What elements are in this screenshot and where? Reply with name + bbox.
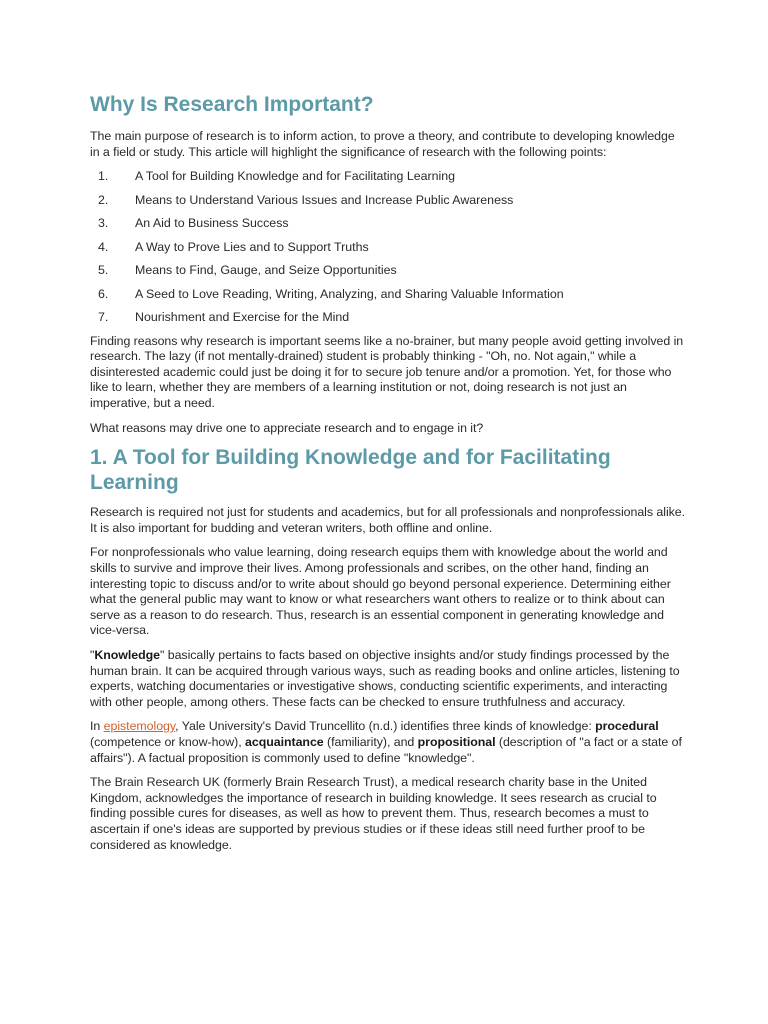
required-paragraph: Research is required not just for students and academics, but for all professionals and nonprofessionals alike. It is also important for budding and veteran writers, both offline and online. [90,505,686,535]
knowledge-text: " basically pertains to facts based on objective insights and/or study findings processed by the human brain. It can be acquired through various ways, such as reading books and online articles, listening to experts, watching documentaries or investigative shows, conducting scientific experiments, and interacting with other people, among others. These facts can be checked to ensure truthfulness and accuracy. [90,648,680,709]
propositional-term: propositional [417,734,496,749]
epistemology-text-3: (familiarity), and [323,734,418,749]
list-number: 5. [98,263,109,278]
list-number: 7. [98,310,109,325]
list-number: 4. [98,239,109,254]
list-item [90,263,686,279]
quote-mark: " [90,648,95,662]
points-list [90,169,686,326]
list-item [90,169,686,185]
procedural-term: procedural [595,719,659,734]
nonprofessionals-paragraph: For nonprofessionals who value learning, doing research equips them with knowledge about the world and skills to survive and improve their lives. Among professionals and scribes, on the other hand, finding an interesting topic to discuss and/or to write about should go beyond personal experience. Determining either what the general public may want to know or what researchers want others to realize or to think about can serve as a reason to do research. Thus, research is an essential component in generating knowledge and vice-versa. [90,545,671,638]
intro-paragraph: The main purpose of research is to inform action, to prove a theory, and contribute to developing knowledge in a field or study. This article will highlight the significance of research with the following points: [90,129,675,159]
epistemology-paragraph [90,719,686,766]
knowledge-term: Knowledge [94,648,160,662]
list-number: 2. [98,192,109,207]
list-item-text: A Seed to Love Reading, Writing, Analyzing, and Sharing Valuable Information [135,286,564,301]
question-paragraph: What reasons may drive one to appreciate research and to engage in it? [90,420,484,435]
epistemology-text-2: (competence or know-how), [90,734,246,749]
epistemology-link[interactable]: epistemology [103,719,176,734]
page-title: Why Is Research Important? [90,93,374,116]
list-item-text: A Tool for Building Knowledge and for Facilitating Learning [135,169,456,184]
list-item [90,193,686,209]
list-number: 1. [98,169,109,184]
list-item [90,310,686,326]
list-item-text: Means to Understand Various Issues and Increase Public Awareness [135,192,514,207]
list-item [90,216,686,232]
knowledge-paragraph [90,648,686,710]
list-item [90,240,686,256]
reasons-paragraph: Finding reasons why research is important seems like a no-brainer, but many people avoid getting involved in research. The lazy (if not mentally-drained) student is probably thinking - "Oh, no. Not again," while a disinterested academic could just be doing it for to secure job tenure and/or a promotion. Yet, for those who like to learn, whether they are members of a learning institution or not, doing research is not just an imperative, but a need. [90,333,684,411]
brain-research-paragraph: The Brain Research UK (formerly Brain Research Trust), a medical research charity base in the United Kingdom, acknowledges the importance of research in building knowledge. It sees research as crucial to finding possible cures for diseases, as well as how to prevent them. Thus, research becomes a must to ascertain if one's ideas are supported by previous studies or if these ideas still need further proof to be considered as knowledge. [90,775,657,852]
epistemology-text-4: (description of "a fact or a state of affairs"). A factual proposition is commonly used to define "knowledge". [90,734,682,765]
acquaintance-term: acquaintance [245,734,324,749]
epistemology-prefix: In [90,719,104,734]
list-item-text: Means to Find, Gauge, and Seize Opportunities [135,263,397,278]
list-number: 6. [98,286,109,301]
list-item-text: Nourishment and Exercise for the Mind [135,310,350,325]
epistemology-text-1: , Yale University's David Truncellito (n.d.) identifies three kinds of knowledge: [175,719,596,734]
list-number: 3. [98,216,109,231]
list-item-text: An Aid to Business Success [135,216,289,231]
section-heading: 1. A Tool for Building Knowledge and for Facilitating Learning [90,446,611,495]
list-item [90,287,686,303]
list-item-text: A Way to Prove Lies and to Support Truths [135,239,369,254]
